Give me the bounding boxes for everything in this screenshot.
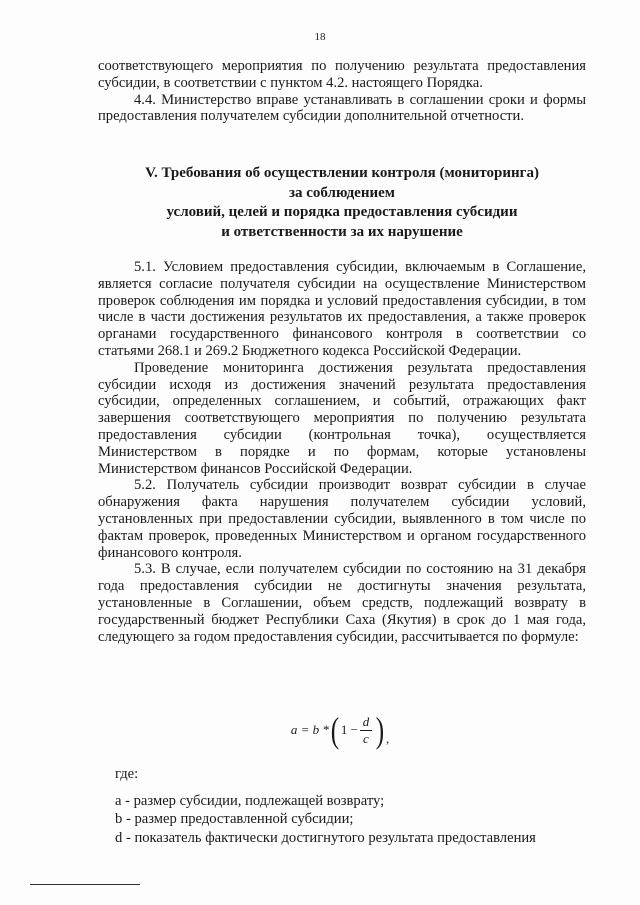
formula-one-minus: 1 − [340,721,358,737]
section-heading-line-3: условий, целей и порядка предоставления субсидии [166,204,518,220]
body-text-block [98,259,586,645]
section-heading [98,164,586,242]
formula-lhs: a = b * [290,721,329,737]
legend-item-d: d - показатель фактически достигнутого результата предоставления [115,829,536,846]
formula-legend [115,765,590,847]
top-text-block [98,58,586,125]
legend-where: где: [115,766,139,782]
paragraph-4-4: 4.4. Министерство вправе устанавливать в соглашении сроки и формы предоставления получателем субсидии дополнительной отчетности. [98,91,586,125]
paragraph-5-1: 5.1. Условием предоставления субсидии, включаемым в Соглашение, является согласие получателя субсидии на осуществление Министерством проверок соблюдения им порядка и условий предоставления субсидии, в том числе в части достижения результатов их предоставления, а также проверок органами государственного финансового контроля в соответствии со статьями 268.1 и 269.2 Бюджетного кодекса Российской Федерации. [98,259,586,359]
right-paren: ) [375,710,385,750]
left-paren: ( [330,710,340,750]
page-number: 18 [314,31,326,43]
formula-fraction [360,715,372,746]
section-heading-line-1: V. Требования об осуществлении контроля (мониторинга) [145,165,539,181]
footnote-separator-line [30,884,140,885]
formula-numerator: d [362,713,370,729]
formula-trailing-comma: , [385,731,390,747]
section-heading-line-2: за соблюдением [289,184,395,201]
refund-formula [0,708,640,752]
continuation-paragraph: соответствующего мероприятия по получению результата предоставления субсидии, в соответствии с пунктом 4.2. настоящего Порядка. [98,58,586,91]
paragraph-5-2: 5.2. Получатель субсидии производит возврат субсидии в случае обнаружения факта нарушения получателем субсидии условий, установленных при предоставлении субсидии, выявленного в том числе по фактам проверок, проведенных Министерством и органом государственного финансового контроля. [98,477,586,561]
section-heading-line-4: и ответственности за их нарушение [221,223,463,240]
legend-item-a: a - размер субсидии, подлежащей возврату; [115,792,385,809]
paragraph-monitoring: Проведение мониторинга достижения результата предоставления субсидии исходя из достижения значений результата предоставления субсидии, определенных соглашением, и событий, отражающих факт завершения соответствующего мероприятия по получению результата предоставления субсидии (контрольная точка), осуществляется Министерством в порядке и по формам, которые установлены Министерством финансов Российской Федерации. [98,359,586,477]
paragraph-5-3: 5.3. В случае, если получателем субсидии по состоянию на 31 декабря года предоставления субсидии не достигнуты значения результата, установленные в Соглашении, объем средств, подлежащий возврату в государственный бюджет Республики Саха (Якутия) в срок до 1 мая года, следующего за годом предоставления субсидии, рассчитывается по формуле: [98,561,586,645]
legend-item-b: b - размер предоставленной субсидии; [115,811,354,827]
formula-denominator: c [363,730,369,746]
